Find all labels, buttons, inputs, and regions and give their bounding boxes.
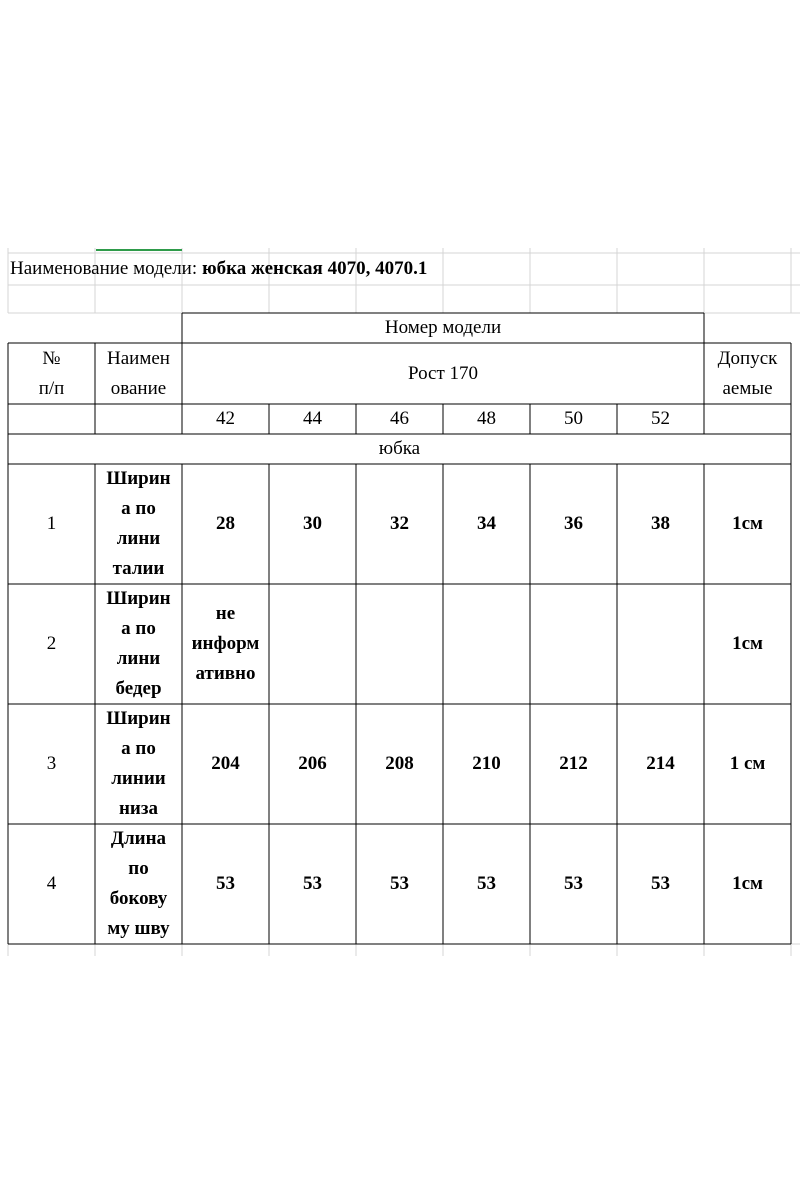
height-header[interactable]: Рост 170 (407, 362, 479, 384)
value-cell-52[interactable]: 53 (651, 873, 670, 894)
value-cell-48[interactable]: 210 (472, 753, 501, 774)
value-cell-52[interactable]: 38 (651, 513, 670, 534)
model-number-header[interactable]: Номер модели (384, 317, 502, 338)
value-cell-44[interactable] (269, 584, 356, 704)
section-header[interactable]: юбка (378, 438, 421, 459)
row-number-cell[interactable]: 1 (46, 513, 57, 534)
model-title-cell[interactable] (10, 253, 570, 285)
row-number-cell[interactable]: 3 (46, 753, 57, 774)
selection-mark (96, 249, 182, 251)
size-header-42[interactable]: 42 (216, 408, 235, 429)
value-cell-42[interactable]: не информ ативно (191, 603, 260, 684)
measurement-name-cell[interactable]: Ширин а по линии низа (106, 708, 171, 819)
value-cell-42[interactable]: 53 (216, 873, 235, 894)
size-header-46[interactable]: 46 (390, 408, 409, 429)
value-cell-46[interactable]: 32 (390, 513, 409, 534)
size-header-52[interactable]: 52 (651, 408, 670, 429)
size-header-44[interactable]: 44 (303, 408, 322, 429)
model-title-value: юбка женская 4070, 4070.1 (202, 258, 428, 279)
value-cell-50[interactable]: 212 (559, 753, 588, 774)
value-cell-50[interactable] (530, 584, 617, 704)
row-number-cell[interactable]: 2 (46, 633, 57, 654)
tolerance-cell[interactable]: 1см (732, 873, 763, 894)
value-cell-44[interactable]: 53 (303, 873, 322, 894)
tolerance-cell[interactable]: 1см (732, 513, 763, 534)
value-cell-48[interactable] (443, 584, 530, 704)
value-cell-46[interactable]: 208 (385, 753, 414, 774)
number-column-header[interactable]: № п/п (38, 347, 65, 399)
tolerance-column-header[interactable]: Допуск аемые (717, 347, 778, 399)
value-cell-50[interactable]: 53 (564, 873, 583, 894)
measurement-name-cell[interactable]: Ширин а по лини талии (106, 468, 171, 579)
value-cell-52[interactable] (617, 584, 704, 704)
value-cell-52[interactable]: 214 (646, 753, 675, 774)
value-cell-42[interactable]: 204 (211, 753, 240, 774)
measurement-name-cell[interactable]: Длина по бокову му шву (107, 828, 170, 939)
size-header-50[interactable]: 50 (564, 408, 583, 429)
measurement-name-cell[interactable]: Ширин а по лини бедер (106, 588, 171, 699)
value-cell-44[interactable]: 30 (303, 513, 322, 534)
size-header-48[interactable]: 48 (477, 408, 496, 429)
value-cell-46[interactable] (356, 584, 443, 704)
value-cell-44[interactable]: 206 (298, 753, 327, 774)
model-title-label: Наименование модели: (10, 258, 198, 279)
value-cell-48[interactable]: 53 (477, 873, 496, 894)
tolerance-cell[interactable]: 1 см (729, 753, 766, 774)
value-cell-46[interactable]: 53 (390, 873, 409, 894)
value-cell-42[interactable]: 28 (216, 513, 235, 534)
row-number-cell[interactable]: 4 (46, 873, 57, 894)
tolerance-cell[interactable]: 1см (732, 633, 763, 654)
value-cell-48[interactable]: 34 (477, 513, 496, 534)
value-cell-50[interactable]: 36 (564, 513, 583, 534)
name-column-header[interactable]: Наимен ование (107, 347, 170, 399)
